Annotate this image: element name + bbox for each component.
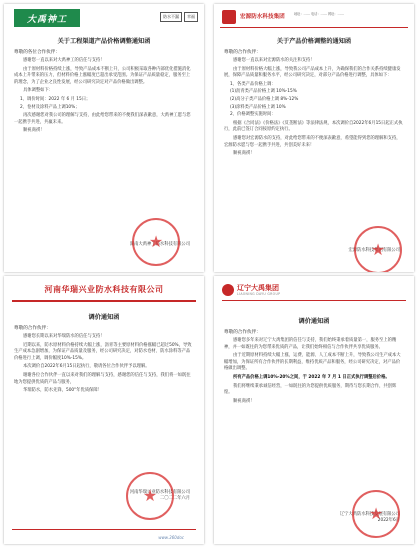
letterhead — [4, 276, 204, 306]
divider — [220, 27, 408, 28]
paragraph: 由于近期原材料持续大幅上涨，运费、能源、人工成本不断上升，导致我公司生产成本大幅增加，为保证所有合作伙伴的长期利益，维持优质产品和服务，经公司研究决定，对产品价格做出调整。 — [224, 353, 401, 372]
notice-title: 关于工程渠道产品价格调整通知函 — [57, 38, 151, 45]
company-logo-icon — [222, 284, 234, 296]
paragraph: 由于原材料价格大幅上涨，导致我公司产品成本上升，为确保我们的合作关系持续健康发展，保障产品质量和服务水平，经公司研究决定，对部分产品价格进行调整，具体如下： — [224, 66, 401, 79]
notice-title: 关于产品价格调整的通知函 — [276, 38, 352, 45]
signer-name: 辽宁大禹防水科技发展有限公司 — [339, 512, 400, 517]
paragraph: 感谢您一直以来对大禹神工的信任与支持！ — [23, 58, 105, 63]
paragraph: 谢谢各位合作伙伴一直以来对我们的理解与支持，感谢您的信任与支持，我们将一如既往地为您提供优质的产品与服务， — [14, 372, 191, 385]
divider — [12, 529, 196, 530]
notice-title: 调价通知函 — [298, 318, 330, 325]
header-info: 地址：…… 电话：…… 网址：…… — [294, 12, 344, 16]
signature: 湖南大禹神工防水科技有限公司 — [129, 242, 190, 247]
company-name: 辽宁大禹集团 — [237, 284, 279, 292]
greeting: 尊敬的合作伙伴： — [224, 330, 261, 335]
signed-date: 二〇二二年六月 — [159, 496, 190, 502]
greeting: 尊敬的合作伙伴： — [14, 326, 51, 331]
paragraph: 感谢您一直以来对宏源防水的关注和支持！ — [233, 58, 315, 63]
slogan-tag: 幸福 — [184, 12, 198, 22]
paragraph: 感谢您长期以来对华瑞防水的信任与支持！ — [23, 334, 105, 339]
company-name-en: LIAONING DAYU GROUP — [237, 292, 281, 296]
letterhead — [4, 4, 204, 30]
paragraph: 根据《合同法》《价格法》《反垄断法》等法律法规，本次调价自2022年6月15日起正式执行，此前已签订合同按原约定执行。 — [224, 120, 403, 133]
company-seal-icon: ★ — [126, 472, 174, 520]
notice-card-dayu — [4, 4, 204, 272]
notice-card-huarui — [4, 276, 204, 544]
company-name: 宏源防水科技集团 — [240, 14, 285, 20]
signer-name: 河南华瑞兴业防水科技有限公司 — [129, 490, 190, 495]
greeting: 尊敬的合作伙伴： — [224, 50, 261, 55]
paragraph: 由于原材料价格持续上涨，导致产品成本不断上升，公司积极采取各种内部优化措施消化成本上升带来的压力，但材料价格上涨幅度已超出承受范围。为保证产品质量稳定，服务至上的理念，为了企业之良性发展，经公司研究决定对产品价格做出调整。 — [14, 66, 191, 85]
company-logo-icon — [222, 10, 236, 24]
paragraph: 顺祝商祺！ — [233, 398, 255, 404]
company-seal-icon: ★ — [132, 218, 180, 266]
adjustment-item: 1、调价时间：2022 年 6 月 15日； — [20, 96, 91, 102]
greeting: 尊敬的各位合作伙伴： — [14, 50, 60, 55]
signed-date: 2022年6月 — [377, 518, 400, 524]
paragraph: 本次调价自2022年6月15日起执行，敬请各位合作伙伴予以理解。 — [23, 364, 150, 370]
letterhead — [214, 276, 414, 302]
paragraph: 感谢您多年来对辽宁大禹集团的信任与支持，我们始终秉承着质量第一，服务至上的精神，并一如既往的为您带来优质的产品，让我们始终相信与合作伙伴共享优质服务。 — [224, 338, 397, 350]
slogan-tags — [160, 12, 198, 22]
paragraph: 近期以来，防水原材料价格持续大幅上涨，沥青等主要原材料价格涨幅已超过50%，导致生产成本急剧增加，为保证产品质量及服务，经公司研究决定，对防水卷材、防水涂料等产品价格进行上调，调价幅度10%-15%。 — [14, 342, 192, 361]
section-heading: 1、各类产品价格上调： — [230, 81, 276, 87]
paragraph: 我们将继续秉承诚信经营，一如既往的为您提供优质服务，期待与您长期合作，共创辉煌。 — [224, 383, 397, 396]
adjustment-item: (3)涂料类产品价格上调 10% — [230, 104, 286, 110]
notice-title: 调价通知函 — [88, 314, 120, 321]
divider — [12, 300, 196, 302]
paragraph: 具体调整如下： — [23, 88, 54, 94]
company-seal-icon: ★ — [352, 490, 400, 538]
company-seal-icon: ★ — [354, 226, 402, 272]
divider — [222, 300, 406, 301]
section-heading: 2、价格调整实施时间： — [230, 112, 276, 118]
paragraph: 感谢您对宏源防水的支持，对此给您带来的不便深表歉意，希望能得到您的理解和支持，宏源防水愿与您一起携手共进，共创美好未来！ — [224, 135, 401, 148]
adjustment-highlight: 所有产品价格上调10%-20%之间，于 2022 年 7 月 1 日正式执行调整后价格。 — [233, 374, 390, 380]
company-logo: 大禹神工 — [14, 9, 80, 27]
notice-card-hongyuan — [214, 4, 414, 272]
watermark: www.360doc — [158, 535, 184, 540]
adjustment-item: (2)高分子类产品价格上调 8%-12% — [230, 96, 299, 102]
company-name: 河南华瑞兴业防水科技有限公司 — [44, 285, 164, 294]
paragraph: 顺祝商祺！ — [233, 151, 255, 157]
signature: 宏源防水科技集团有限公司 — [348, 248, 400, 253]
adjustment-item: (1)沥青类产品价格上调 10%-15% — [230, 89, 297, 95]
slogan-tag: 防水不漏 — [160, 12, 182, 22]
slogan: 华瑞防水，防水先锋，500"年优质保障！ — [23, 388, 102, 394]
letterhead — [214, 4, 414, 30]
adjustment-item: 2、卷材及涂料产品上调10%； — [20, 104, 80, 110]
paragraph: 再次感谢您对我公司的理解与支持，由此给您带来的不便我们深表歉意，大禹神工愿与您一起携手共进，共赢未来。 — [14, 113, 191, 125]
notice-card-liaoning-dayu — [214, 276, 414, 544]
paragraph: 顺祝商祺！ — [23, 128, 45, 134]
